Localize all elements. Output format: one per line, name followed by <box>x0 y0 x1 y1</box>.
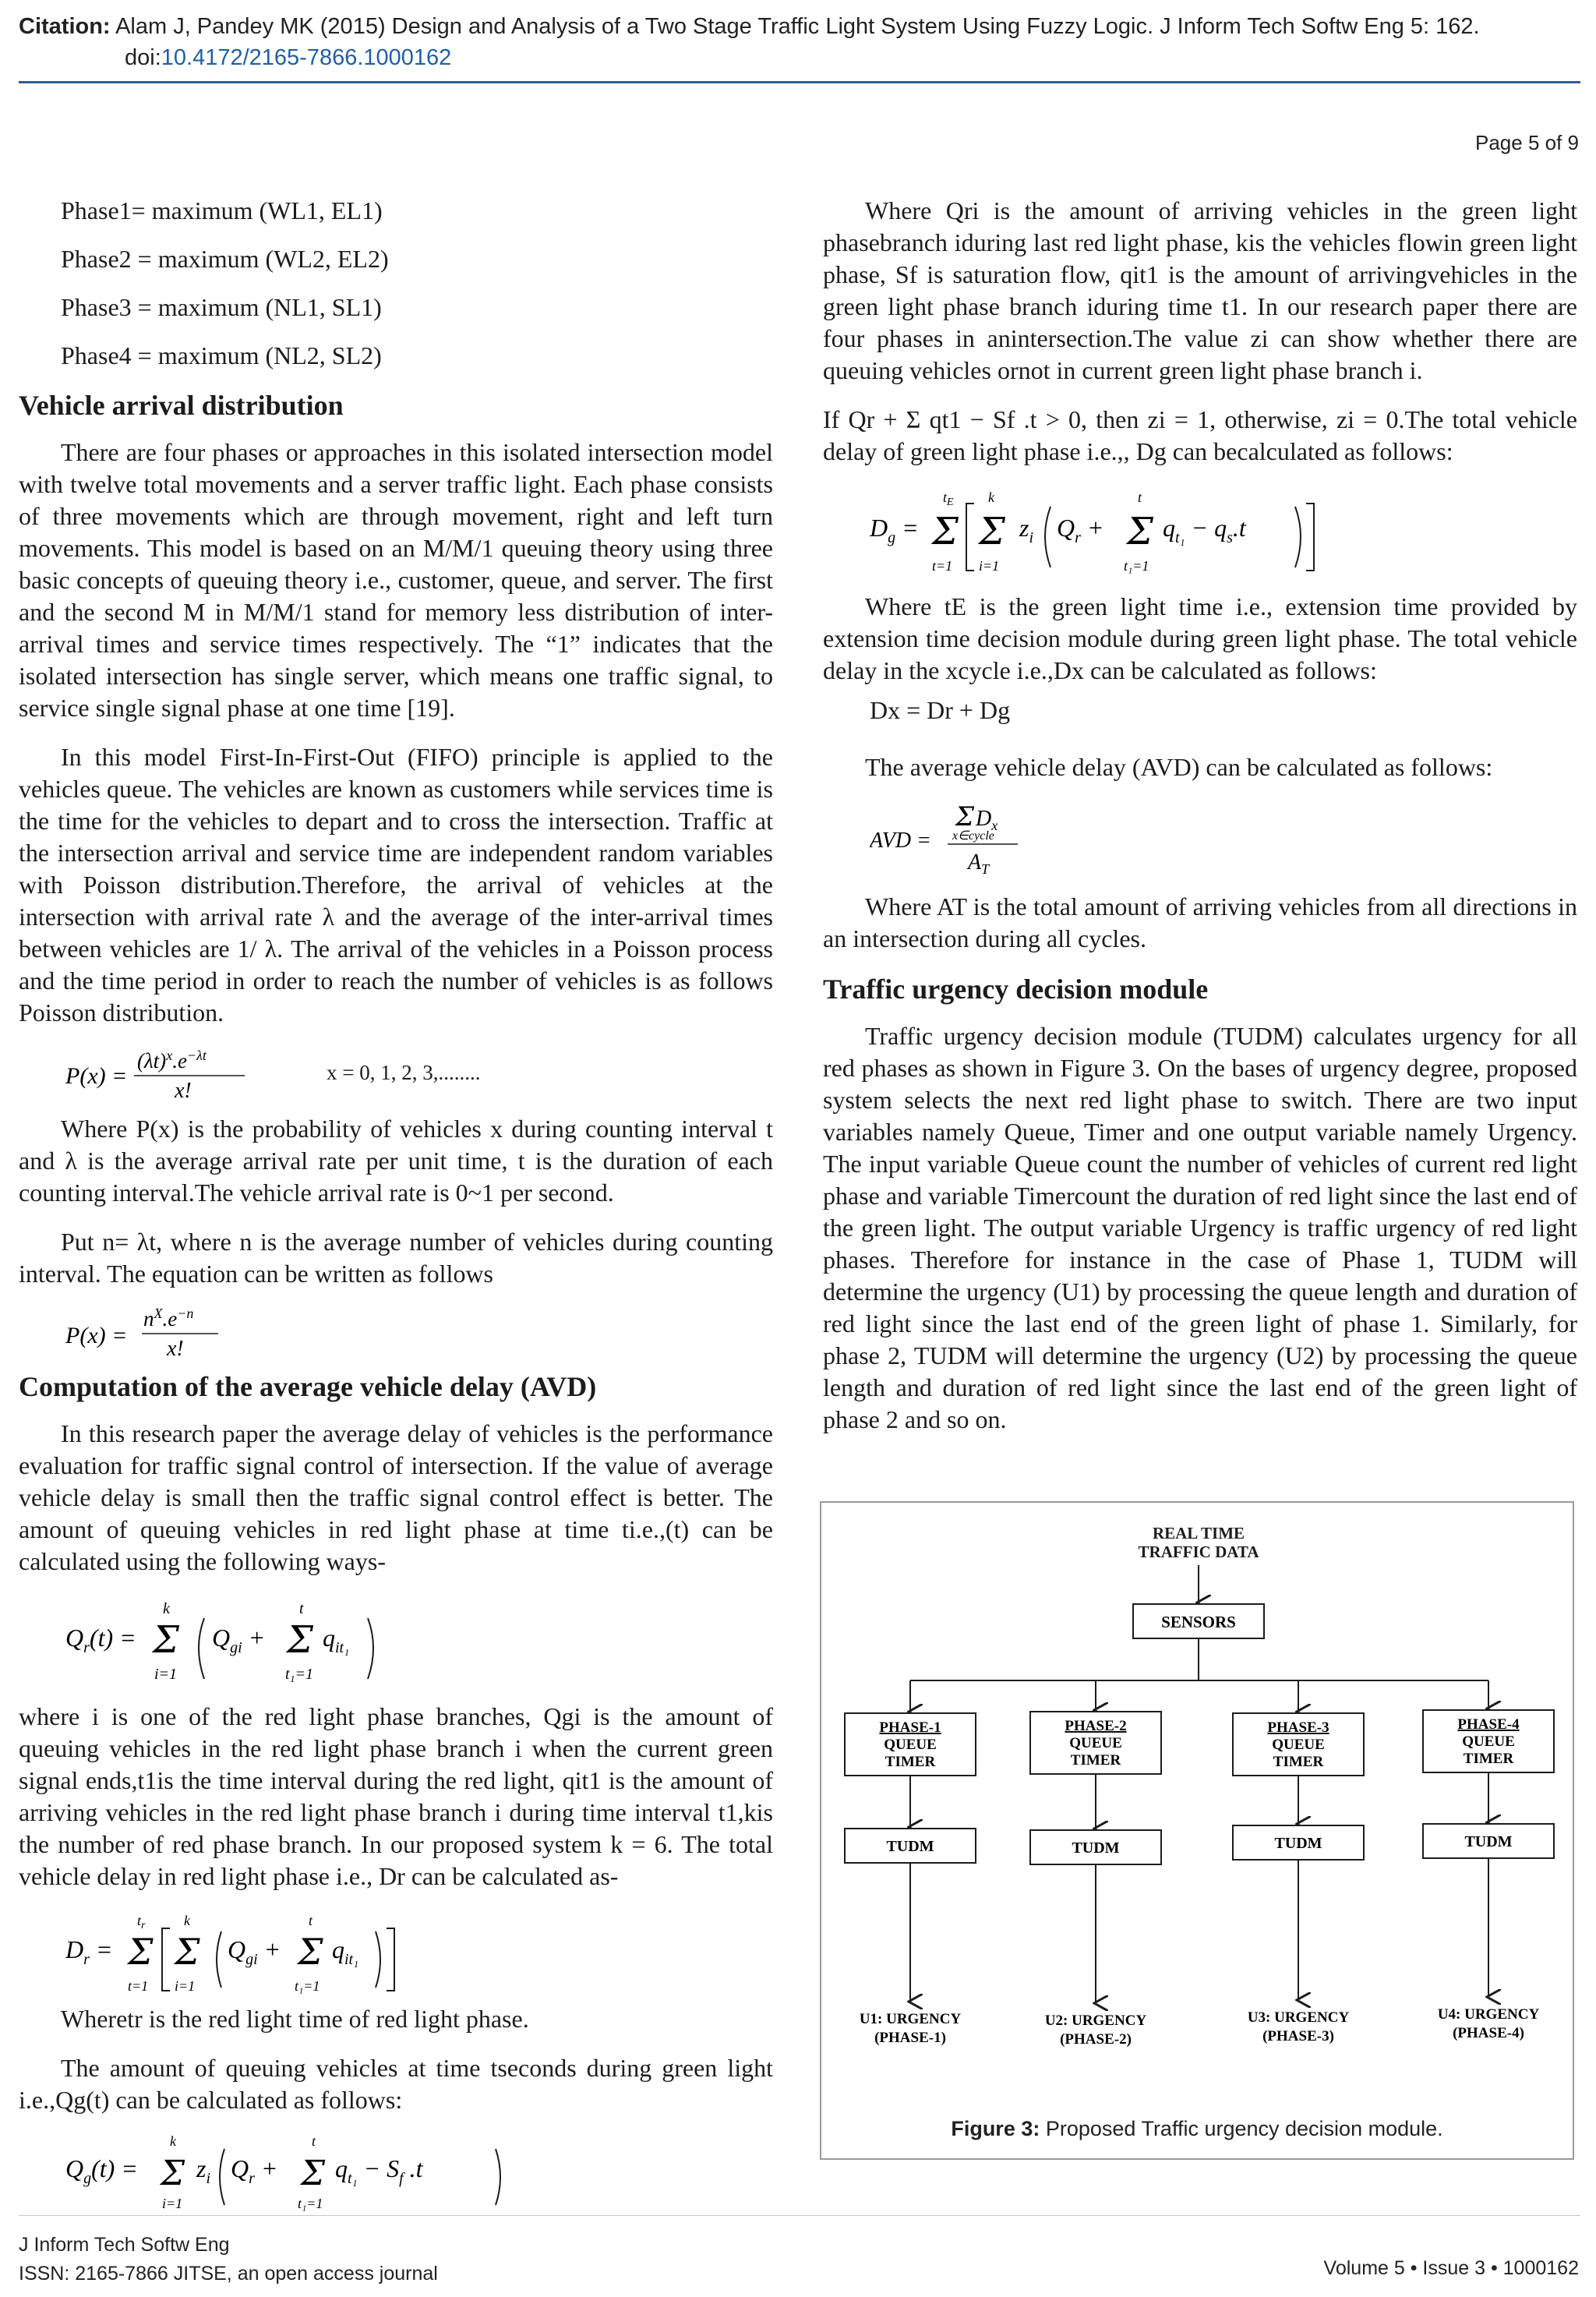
svg-text:i=1: i=1 <box>175 1978 196 1994</box>
svg-text:k: k <box>163 1600 170 1617</box>
svg-text:Dr =: $D_r$ = <box>65 1935 113 1968</box>
svg-text:i=1: i=1 <box>162 2196 183 2211</box>
equation-dg <box>823 485 1577 578</box>
svg-text:qit₁: $q_{it_1}$ <box>332 1935 359 1968</box>
phase-definition: Phase2 = maximum (WL2, EL2) <box>61 245 389 273</box>
svg-text:qit₁: $q_{it_1}$ <box>323 1624 350 1656</box>
phase-columns <box>845 1680 1554 2048</box>
svg-text:tr: $t_r$ <box>137 1913 146 1931</box>
svg-text:Σ: Σ <box>955 801 975 832</box>
urgency-label: U2: URGENCY <box>1044 2013 1147 2029</box>
phase-timer: TIMER <box>1273 1754 1324 1770</box>
svg-text:Qr(t) =: $Q_r(t)$ = <box>65 1624 136 1656</box>
page-number: Page 5 of 9 <box>1475 131 1579 154</box>
section-heading-tudm: Traffic urgency decision module <box>823 974 1209 1005</box>
svg-text:Qr +: $Q_r$ + <box>1057 514 1104 546</box>
svg-text:Dx: $D_x$ <box>976 807 998 833</box>
svg-text:Qgi +: $Q_{gi}$ + <box>212 1624 266 1656</box>
phase-timer: TIMER <box>885 1754 936 1770</box>
flowchart <box>821 1503 1573 2103</box>
paragraph: Where AT is the total amount of arriving vehicles from all directions in an intersection during all cycles. <box>823 892 1577 952</box>
urgency-phase: (PHASE-3) <box>1262 2028 1334 2044</box>
phase-title: PHASE-1 <box>879 1719 941 1736</box>
svg-text:t: t <box>1138 489 1142 505</box>
equation-dx: Dx = Dr + Dg <box>870 696 1011 724</box>
tudm-label: TUDM <box>1072 1839 1120 1857</box>
equation-dr <box>19 1910 773 1995</box>
tudm-label: TUDM <box>886 1838 934 1855</box>
urgency-phase: (PHASE-2) <box>1060 2031 1132 2048</box>
svg-text:qt₁ − Sf .t: $q_{t_1} - S_f$ .t <box>335 2154 423 2187</box>
svg-text:P(x) =: P(x) = <box>65 1063 128 1089</box>
phase-definition: Phase4 = maximum (NL2, SL2) <box>61 341 382 369</box>
equation-poisson-n-graphic <box>65 1307 377 1357</box>
svg-text:qt₁ − qs.t: $q_{t_1} - q_s.t$ <box>1163 514 1246 546</box>
paragraph: where i is one of the red light phase branches, Qgi is the amount of queuing vehicles in the red light phase branch i when the current green signal ends,t1is the time interval during the red light, qit1 is the amount of arriving vehicles in the red light phase branch i during time interval t1,kis the number of red phase branch. In our proposed system k = 6. The total vehicle delay in red light phase i.e., Dr can be calculated as- <box>19 1702 773 1890</box>
phase-queue: QUEUE <box>884 1737 937 1753</box>
svg-text:Σ: Σ <box>1127 510 1153 553</box>
svg-text:tE: $t_E$ <box>943 489 954 508</box>
paragraph: There are four phases or approaches in this isolated intersection model with twelve total movements and a server traffic light. Each phase consists of three movements which are through movement, right and left turn movements. This model is based on an M/M/1 queuing theory using three basic concepts of queuing theory i.e., customer, queue, and server. The first and the second M in M/M/1 stand for memory less distribution of inter-arrival times and service times respectively. The “1” indicates that the isolated intersection has single server, which means one traffic signal, to service single signal phase at one time [19]. <box>19 438 773 722</box>
svg-text:Dg =: $D_g$ = <box>870 514 919 546</box>
svg-text:x!: x! <box>175 1079 192 1101</box>
footer-journal-name: J Inform Tech Softw Eng <box>19 2234 230 2256</box>
urgency-phase: (PHASE-1) <box>874 2030 946 2046</box>
doi-prefix: doi: <box>125 45 161 70</box>
equation-qg-graphic <box>65 2133 533 2211</box>
figure-caption <box>821 2117 1573 2141</box>
svg-text:t₁=1: t₁=1 <box>1124 558 1149 574</box>
citation <box>19 11 1577 73</box>
svg-text:Σ: Σ <box>175 1931 200 1973</box>
svg-text:Σ: Σ <box>298 1931 323 1973</box>
paragraph: In this model First-In-First-Out (FIFO) principle is applied to the vehicles queue. The vehicles are known as customers while services time is the time for the vehicles to depart and to cross the intersection. Traffic at the intersection arrival and service time are independent random variables with Poisson distribution.Therefore, the arrival of vehicles at the intersection with arrival rate λ and the average of the inter-arrival times between vehicles are 1/ λ. The arrival of the vehicles in a Poisson process and the time period in order to reach the number of vehicles is as follows Poisson distribution. <box>19 743 773 1027</box>
left-column <box>19 195 773 2224</box>
paragraph: If Qr + Σ qt1 − Sf .t > 0, then zi = 1, otherwise, zi = 0.The total vehicle delay of green light phase i.e.,, Dg can becalculated as follows: <box>823 405 1577 465</box>
svg-text:t: t <box>309 1913 313 1928</box>
svg-text:AVD =: AVD = <box>870 829 931 853</box>
footer-journal <box>19 2231 438 2288</box>
urgency-label: U4: URGENCY <box>1437 2006 1540 2023</box>
phase-title: PHASE-3 <box>1267 1719 1329 1736</box>
equation-dg-graphic <box>870 485 1415 578</box>
svg-text:nX.e−n: $n^X.e^{-n}$ <box>143 1307 194 1330</box>
urgency-label: U3: URGENCY <box>1247 2009 1350 2026</box>
paragraph: Where Qri is the amount of arriving vehicles in the green light phasebranch iduring last red light phase, kis the vehicles flowin green light phase, Sf is saturation flow, qit1 is the amount of arrivingvehicles in the green light phase branch iduring time t1. In our research paper there are four phases in anintersection.The value zi can show whether there are queuing vehicles ornot in current green light phase branch i. <box>823 196 1577 384</box>
svg-text:i=1: i=1 <box>979 558 1000 574</box>
svg-text:t=1: t=1 <box>128 1978 149 1994</box>
urgency-label: U1: URGENCY <box>859 2011 962 2027</box>
section-heading-avd: Computation of the average vehicle delay (AVD) <box>19 1371 597 1402</box>
svg-text:k: k <box>988 489 994 505</box>
sensors-label: SENSORS <box>1161 1613 1236 1631</box>
paragraph: Put n= λt, where n is the average number of vehicles during counting interval. The equation can be written as follows <box>19 1228 773 1288</box>
realtime-label: REAL TIME <box>1152 1524 1245 1543</box>
svg-text:t: t <box>299 1600 304 1617</box>
paragraph: In this research paper the average delay of vehicles is the performance evaluation for traffic signal control of intersection. If the value of average vehicle delay is small then the traffic signal control effect is better. The amount of queuing vehicles in red light phase at time ti.e.,(t) can be calculated using the following ways- <box>19 1419 773 1575</box>
equation-dr-graphic <box>65 1910 502 1995</box>
svg-text:t₁=1: t₁=1 <box>285 1666 314 1683</box>
svg-text:zi: $z_i$ <box>196 2154 211 2187</box>
equation-qr-graphic <box>65 1595 502 1688</box>
equation-avd-graphic <box>870 800 1181 878</box>
paragraph: Where P(x) is the probability of vehicles x during counting interval t and λ is the average arrival rate per unit time, t is the duration of each counting interval.The vehicle arrival rate is 0~1 per second. <box>19 1115 773 1207</box>
svg-text:Σ: Σ <box>979 510 1005 553</box>
svg-text:k: k <box>170 2133 176 2149</box>
footer-rule <box>19 2215 1580 2216</box>
svg-text:(λt)x.e−λt: $(\lambda t)^x.e^{-\lambda t}$ <box>137 1048 207 1073</box>
phase-title: PHASE-2 <box>1065 1718 1127 1734</box>
paragraph: The amount of queuing vehicles at time tseconds during green light i.e.,Qg(t) can be calculated as follows: <box>19 2054 773 2114</box>
phase-timer: TIMER <box>1463 1751 1514 1767</box>
doi-link[interactable]: 10.4172/2165-7866.1000162 <box>161 45 452 70</box>
paragraph: The average vehicle delay (AVD) can be calculated as follows: <box>865 753 1493 781</box>
svg-text:Qgi +: $Q_{gi}$ + <box>228 1935 281 1968</box>
svg-text:AT: $A_T$ <box>968 850 990 877</box>
paragraph: Where tE is the green light time i.e., extension time provided by extension time decision module during green light phase. The total vehicle delay in the xcycle i.e.,Dx can be calculated as follows: <box>823 592 1577 684</box>
svg-text:Σ: Σ <box>287 1618 313 1662</box>
tudm-label: TUDM <box>1274 1835 1322 1852</box>
svg-text:i=1: i=1 <box>154 1666 178 1683</box>
footer-volume: Volume 5 • Issue 3 • 1000162 <box>1323 2257 1579 2279</box>
svg-text:Qg(t) =: $Q_g(t)$ = <box>65 2154 138 2187</box>
citation-label: Citation: <box>19 14 111 39</box>
svg-text:Qr +: $Q_r$ + <box>231 2154 278 2187</box>
caption-label: Figure 3: <box>951 2117 1040 2140</box>
traffic-data-label: TRAFFIC DATA <box>1138 1543 1259 1561</box>
phase-definition: Phase1= maximum (WL1, EL1) <box>61 196 383 224</box>
header-rule <box>19 81 1580 83</box>
phase-definition: Phase3 = maximum (NL1, SL1) <box>61 293 382 321</box>
caption-text: Proposed Traffic urgency decision module. <box>1045 2117 1443 2140</box>
phase-timer: TIMER <box>1070 1752 1121 1769</box>
tudm-label: TUDM <box>1464 1833 1513 1850</box>
equation-avd <box>823 800 1577 878</box>
svg-text:Σ: Σ <box>932 510 959 553</box>
svg-text:Σ: Σ <box>161 2154 185 2193</box>
svg-text:x∈cycle: x∈cycle <box>952 829 994 843</box>
svg-text:zi: $z_i$ <box>1019 514 1034 546</box>
figure-3 <box>820 1501 1574 2160</box>
svg-text:P(x) =: P(x) = <box>65 1323 128 1348</box>
svg-text:t₁=1: t₁=1 <box>298 2196 323 2211</box>
section-heading-arrival: Vehicle arrival distribution <box>19 390 344 421</box>
svg-text:Σ: Σ <box>153 1618 179 1662</box>
equation-poisson <box>19 1046 773 1101</box>
phase-queue: QUEUE <box>1462 1733 1515 1750</box>
svg-text:t₁=1: t₁=1 <box>295 1978 320 1994</box>
phase-title: PHASE-4 <box>1457 1716 1520 1733</box>
paragraph: Wheretr is the red light time of red light phase. <box>61 2005 529 2033</box>
footer-issn: ISSN: 2165-7866 JITSE, an open access journal <box>19 2263 438 2285</box>
right-column <box>823 195 1577 1453</box>
svg-text:x!: x! <box>167 1337 184 1357</box>
svg-text:Σ: Σ <box>128 1931 154 1973</box>
phase-queue: QUEUE <box>1069 1735 1122 1751</box>
svg-text:k: k <box>184 1913 190 1928</box>
svg-text:Σ: Σ <box>301 2154 326 2193</box>
svg-text:t=1: t=1 <box>932 558 953 574</box>
equation-qr <box>19 1595 773 1688</box>
equation-poisson-n <box>19 1307 773 1357</box>
urgency-phase: (PHASE-4) <box>1453 2025 1524 2041</box>
equation-qg <box>19 2133 773 2211</box>
phase-queue: QUEUE <box>1272 1737 1325 1753</box>
citation-text: Alam J, Pandey MK (2015) Design and Analysis of a Two Stage Traffic Light System Using Fuzzy Logic. J Inform Tech Softw Eng 5: 162. <box>115 14 1480 39</box>
equation-range: x = 0, 1, 2, 3,........ <box>327 1061 481 1084</box>
paragraph: Traffic urgency decision module (TUDM) calculates urgency for all red phases as shown in Figure 3. On the bases of urgency degree, proposed system selects the next red light phase to switch. There are two input variables namely Queue, Timer and one output variable namely Urgency. The input variable Queue count the number of vehicles of current red light phase and variable Timercount the duration of red light since the last end of the green light. The output variable Urgency is traffic urgency of red light phases. Therefore for instance in the case of Phase 1, TUDM will determine the urgency (U1) by processing the queue length and duration of red light since the last end of the green light of phase 1. Similarly, for phase 2, TUDM will determine the urgency (U2) by processing the queue length and duration of red light since the last end of the green light of phase 2 and so on. <box>823 1022 1577 1433</box>
svg-text:t: t <box>312 2133 316 2149</box>
